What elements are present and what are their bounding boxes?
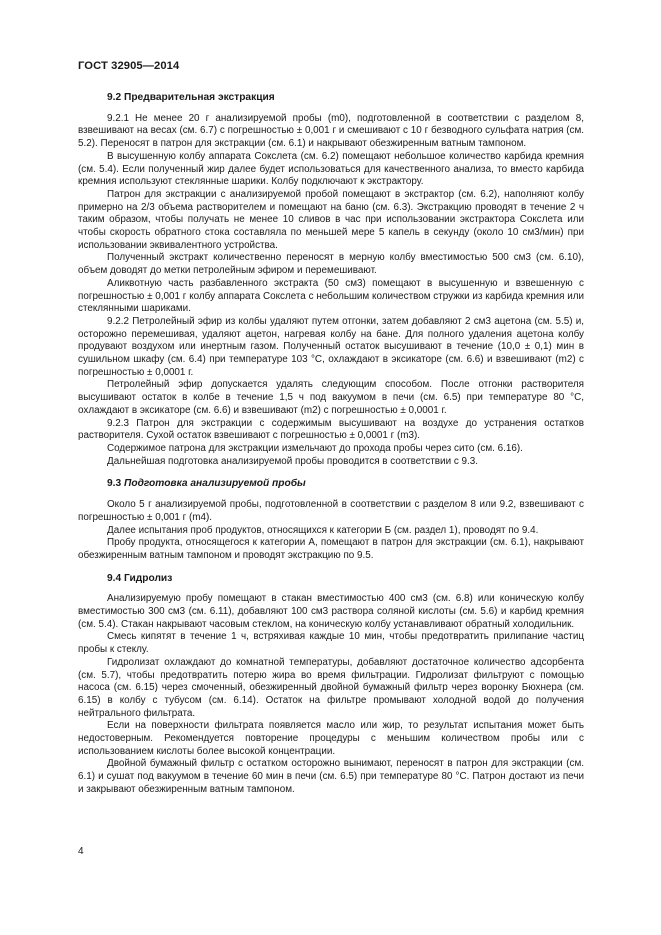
section-heading-9-3 (78, 478, 584, 491)
paragraph: Аликвотную часть разбавленного экстракта (50 см3) помещают в высушенную и взвешенную с погрешностью ± 0,001 г колбу аппарата Сокслета с небольшим количеством стружки из карбида кремния или стеклянными шариками. (78, 277, 584, 315)
section-heading-9-4 (78, 573, 584, 586)
paragraph: 9.2.2 Петролейный эфир из колбы удаляют путем отгонки, затем добавляют 2 см3 ацетона (см. 5.5) и, осторожно перемешивая, удаляют ацетон, нагревая колбу на бане. Для полного удаления ацетона колбу продувают воздухом или инертным газом. Полученный остаток высушивают в течение (10,0 ± 0,1) мин в сушильном шкафу (см. 6.4) при температуре 103 °С, охлаждают в эксикаторе (см. 6.6) и взвешивают (m2) с погрешностью ± 0,0001 г. (78, 315, 584, 378)
paragraph: Патрон для экстракции с анализируемой пробой помещают в экстрактор (см. 6.2), наполняют колбу примерно на 2/3 объема растворителем и помещают на баню (см. 6.3). Экстракцию проводят в течение 2 ч таким образом, чтобы получать не менее 10 сливов в час при использовании экстрактора Сокслета или чтобы скорость обратного стока составляла по меньшей мере 5 капель в секунду (около 10 см3/мин) при использовании эквивалентного устройства. (78, 188, 584, 251)
paragraph: Анализируемую пробу помещают в стакан вместимостью 400 см3 (см. 6.8) или коническую колбу вместимостью 300 см3 (см. 6.11), добавляют 100 см3 раствора соляной кислоты (см. 5.6) и карбид кремния (см. 5.4). Стакан накрывают часовым стеклом, на коническую колбу устанавливают обратный холодильник. (78, 593, 584, 630)
section-number: 9.4 (107, 572, 122, 584)
paragraph: Дальнейшая подготовка анализируемой пробы проводится в соответствии с 9.3. (107, 455, 478, 467)
paragraph: Смесь кипятят в течение 1 ч, встряхивая каждые 10 мин, чтобы предотвратить прилипание частиц пробы к стеклу. (78, 631, 584, 656)
section-title: Предварительная экстракция (124, 92, 275, 103)
page-number: 4 (78, 846, 84, 857)
paragraph: Около 5 г анализируемой пробы, подготовленной в соответствии с разделом 8 или 9.2, взвешивают с погрешностью ± 0,001 г (m4). (78, 499, 584, 523)
paragraph: Двойной бумажный фильтр с остатком осторожно вынимают, переносят в патрон для экстракции (см. 6.1) и сушат под вакуумом в течение 60 мин в печи (см. 6.5) при температуре 80 °С. Патрон достают из печи и закрывают обезжиренным ватным тампоном. (78, 758, 584, 795)
paragraph: Содержимое патрона для экстракции измельчают до прохода пробы через сито (см. 6.16). (107, 442, 523, 454)
paragraph: 9.2.3 Патрон для экстракции с содержимым высушивают на воздухе до устранения остатков растворителя. Сухой остаток взвешивают с погрешностью ± 0,0001 г (m3). (78, 417, 584, 442)
section-heading-9-2 (78, 92, 584, 105)
paragraph: 9.2.1 Не менее 20 г анализируемой пробы (m0), подготовленной в соответствии с разделом 8, взвешивают на весах (см. 6.7) с погрешностью ± 0,001 г и смешивают с 10 г безводного сульфата натрия (см. 5.2). Переносят в патрон для экстракции (см. 6.1) и накрывают обезжиренным ватным тампоном. (78, 112, 584, 150)
paragraph: Далее испытания проб продуктов, относящихся к категории Б (см. раздел 1), проводят по 9.4. (107, 524, 539, 536)
section-number: 9.2 (107, 92, 122, 103)
paragraph: Если на поверхности фильтрата появляется масло или жир, то результат испытания может быть недостоверным. Рекомендуется повторение процедуры с меньшим количеством пробы или с использованием кислоты более высокой концентрации. (78, 720, 584, 757)
section-title: Подготовка анализируемой пробы (124, 478, 306, 490)
section-title: Гидролиз (124, 572, 173, 584)
document-body (78, 92, 584, 797)
document-header: ГОСТ 32905—2014 (78, 60, 180, 72)
paragraph: Пробу продукта, относящегося к категории А, помещают в патрон для экстракции (см. 6.1), накрывают обезжиренным ватным тампоном и проводят экстракцию по 9.5. (78, 537, 584, 561)
paragraph: Петролейный эфир допускается удалять следующим способом. После отгонки растворителя высушивают остаток в колбе в течение 1,5 ч под вакуумом в печи (см. 6.5) при температуре 80 °С, охлаждают в эксикаторе (см. 6.6) и взвешивают (m2) с погрешностью ± 0,0001 г. (78, 379, 584, 416)
paragraph: В высушенную колбу аппарата Сокслета (см. 6.2) помещают небольшое количество карбида кремния (см. 5.4). Если полученный жир далее будет использоваться для качественного анализа, то вместо карбида кремния используют стеклянные шарики. Колбу подключают к экстрактору. (78, 150, 584, 188)
paragraph: Гидролизат охлаждают до комнатной температуры, добавляют достаточное количество адсорбента (см. 5.7), чтобы предотвратить потерю жира во время фильтрации. Гидролизат фильтруют с помощью насоса (см. 6.15) через смоченный, обезжиренный двойной бумажный фильтр через воронку Бюхнера (см. 6.15) в колбу с тубусом (см. 6.14). Остаток на фильтре промывают холодной водой до получения нейтрального фильтрата. (78, 656, 584, 719)
section-number: 9.3 (107, 478, 122, 490)
paragraph: Полученный экстракт количественно переносят в мерную колбу вместимостью 500 см3 (см. 6.10), объем доводят до метки петролейным эфиром и перемешивают. (78, 252, 584, 277)
